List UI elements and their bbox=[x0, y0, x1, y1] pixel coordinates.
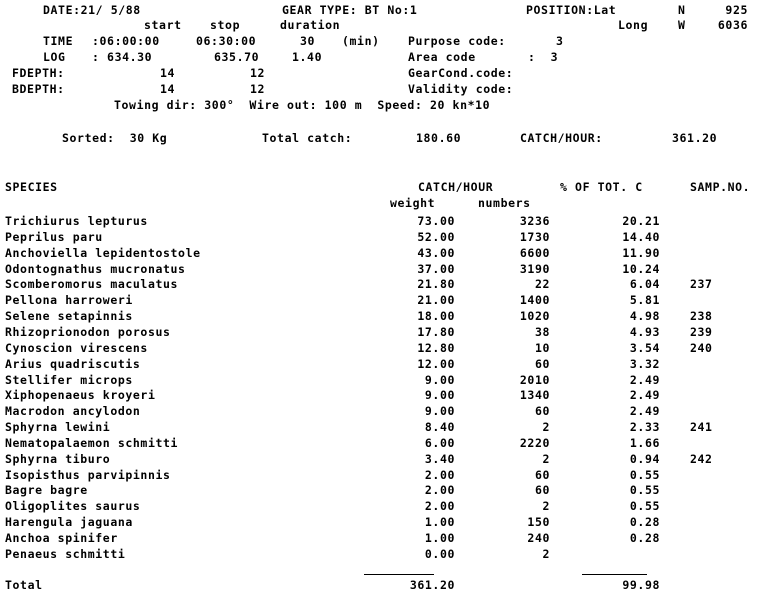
species-name: Scomberomorus maculatus bbox=[5, 277, 179, 291]
purpose-code-value: 3 bbox=[556, 34, 564, 48]
weight-cell: 3.40 bbox=[424, 452, 455, 466]
pct-cell: 0.28 bbox=[629, 515, 660, 529]
towing-info: Towing dir: 300° Wire out: 100 m Speed: 20 kn*10 bbox=[114, 98, 491, 112]
weight-cell: 12.00 bbox=[417, 357, 455, 371]
log-label: LOG bbox=[43, 50, 66, 64]
header-sample-no: SAMP.NO. bbox=[690, 180, 751, 194]
col-stop: stop bbox=[210, 18, 241, 32]
pct-cell: 11.90 bbox=[622, 246, 660, 260]
weight-cell: 2.00 bbox=[424, 499, 455, 513]
numbers-cell: 60 bbox=[534, 357, 550, 371]
numbers-cell: 2 bbox=[542, 499, 550, 513]
col-start: start bbox=[144, 18, 182, 32]
pct-cell: 3.32 bbox=[629, 357, 660, 371]
pct-cell: 2.49 bbox=[629, 404, 660, 418]
sample-cell: 237 bbox=[690, 277, 713, 291]
pct-cell: 10.24 bbox=[622, 262, 660, 276]
sample-cell: 238 bbox=[690, 309, 713, 323]
position-label: POSITION:Lat bbox=[526, 3, 617, 17]
numbers-cell: 2220 bbox=[519, 436, 550, 450]
pct-cell: 14.40 bbox=[622, 230, 660, 244]
pct-cell: 20.21 bbox=[622, 214, 660, 228]
sample-cell: 239 bbox=[690, 325, 713, 339]
weight-cell: 43.00 bbox=[417, 246, 455, 260]
total-catch-value: 180.60 bbox=[416, 131, 462, 145]
purpose-code-label: Purpose code: bbox=[408, 34, 506, 48]
weight-cell: 21.00 bbox=[417, 293, 455, 307]
numbers-cell: 10 bbox=[534, 341, 550, 355]
time-start: :06:00:00 bbox=[92, 34, 160, 48]
numbers-cell: 60 bbox=[534, 483, 550, 497]
total-pct: 99.98 bbox=[622, 578, 660, 592]
weight-cell: 9.00 bbox=[424, 388, 455, 402]
weight-total-rule bbox=[364, 574, 434, 575]
total-weight: 361.20 bbox=[409, 578, 455, 592]
species-name: Selene setapinnis bbox=[5, 309, 133, 323]
pct-cell: 6.04 bbox=[629, 277, 660, 291]
weight-cell: 52.00 bbox=[417, 230, 455, 244]
numbers-cell: 150 bbox=[527, 515, 550, 529]
fdepth-start: 14 bbox=[160, 66, 176, 80]
species-name: Cynoscion virescens bbox=[5, 341, 148, 355]
gearcond-label: GearCond.code: bbox=[408, 66, 514, 80]
weight-cell: 6.00 bbox=[424, 436, 455, 450]
catch-hour-label: CATCH/HOUR: bbox=[520, 131, 603, 145]
pct-cell: 0.55 bbox=[629, 468, 660, 482]
gear-type: GEAR TYPE: BT No:1 bbox=[282, 3, 418, 17]
species-name: Anchoviella lepidentostole bbox=[5, 246, 201, 260]
weight-cell: 73.00 bbox=[417, 214, 455, 228]
species-name: Anchoa spinifer bbox=[5, 531, 118, 545]
numbers-cell: 3236 bbox=[519, 214, 550, 228]
weight-cell: 21.80 bbox=[417, 277, 455, 291]
weight-cell: 0.00 bbox=[424, 547, 455, 561]
header-catch-hour: CATCH/HOUR bbox=[418, 180, 494, 194]
sample-cell: 242 bbox=[690, 452, 713, 466]
header-numbers: numbers bbox=[478, 196, 531, 210]
time-unit: (min) bbox=[342, 34, 380, 48]
weight-cell: 17.80 bbox=[417, 325, 455, 339]
species-name: Pellona harroweri bbox=[5, 293, 133, 307]
weight-cell: 2.00 bbox=[424, 483, 455, 497]
date: DATE:21/ 5/88 bbox=[43, 3, 141, 17]
weight-cell: 9.00 bbox=[424, 373, 455, 387]
time-duration: 30 bbox=[300, 34, 316, 48]
numbers-cell: 60 bbox=[534, 468, 550, 482]
col-duration: duration bbox=[280, 18, 341, 32]
pct-cell: 4.98 bbox=[629, 309, 660, 323]
species-name: Isopisthus parvipinnis bbox=[5, 468, 171, 482]
species-name: Rhizoprionodon porosus bbox=[5, 325, 171, 339]
weight-cell: 1.00 bbox=[424, 515, 455, 529]
pct-total-rule bbox=[582, 574, 647, 575]
pct-cell: 0.28 bbox=[629, 531, 660, 545]
total-label: Total bbox=[5, 578, 43, 592]
species-name: Arius quadriscutis bbox=[5, 357, 141, 371]
lat-dir: N bbox=[678, 3, 686, 17]
numbers-cell: 2 bbox=[542, 547, 550, 561]
weight-cell: 1.00 bbox=[424, 531, 455, 545]
species-name: Trichiurus lepturus bbox=[5, 214, 148, 228]
pct-cell: 2.49 bbox=[629, 373, 660, 387]
validity-label: Validity code: bbox=[408, 82, 514, 96]
log-start: : 634.30 bbox=[92, 50, 153, 64]
time-stop: 06:30:00 bbox=[196, 34, 257, 48]
pct-cell: 1.66 bbox=[629, 436, 660, 450]
pct-cell: 2.33 bbox=[629, 420, 660, 434]
species-name: Macrodon ancylodon bbox=[5, 404, 141, 418]
species-name: Harengula jaguana bbox=[5, 515, 133, 529]
pct-cell: 3.54 bbox=[629, 341, 660, 355]
species-name: Sphyrna lewini bbox=[5, 420, 111, 434]
header-species: SPECIES bbox=[5, 180, 58, 194]
numbers-cell: 1400 bbox=[519, 293, 550, 307]
species-name: Xiphopenaeus kroyeri bbox=[5, 388, 156, 402]
weight-cell: 9.00 bbox=[424, 404, 455, 418]
pct-cell: 0.94 bbox=[629, 452, 660, 466]
bdepth-label: BDEPTH: bbox=[12, 82, 65, 96]
sorted: Sorted: 30 Kg bbox=[62, 131, 168, 145]
catch-hour-value: 361.20 bbox=[672, 131, 718, 145]
pct-cell: 2.49 bbox=[629, 388, 660, 402]
numbers-cell: 2 bbox=[542, 452, 550, 466]
log-duration: 1.40 bbox=[292, 50, 323, 64]
species-name: Bagre bagre bbox=[5, 483, 88, 497]
header-pct-total: % OF TOT. C bbox=[560, 180, 643, 194]
numbers-cell: 38 bbox=[534, 325, 550, 339]
numbers-cell: 60 bbox=[534, 404, 550, 418]
pct-cell: 0.55 bbox=[629, 483, 660, 497]
weight-cell: 2.00 bbox=[424, 468, 455, 482]
numbers-cell: 22 bbox=[534, 277, 550, 291]
species-name: Nematopalaemon schmitti bbox=[5, 436, 179, 450]
total-catch-label: Total catch: bbox=[262, 131, 353, 145]
weight-cell: 12.80 bbox=[417, 341, 455, 355]
bdepth-stop: 12 bbox=[250, 82, 266, 96]
numbers-cell: 240 bbox=[527, 531, 550, 545]
species-name: Oligoplites saurus bbox=[5, 499, 141, 513]
numbers-cell: 1730 bbox=[519, 230, 550, 244]
lat-value: 925 bbox=[725, 3, 748, 17]
numbers-cell: 2010 bbox=[519, 373, 550, 387]
numbers-cell: 6600 bbox=[519, 246, 550, 260]
species-name: Stellifer microps bbox=[5, 373, 133, 387]
numbers-cell: 1340 bbox=[519, 388, 550, 402]
sample-cell: 240 bbox=[690, 341, 713, 355]
time-label: TIME bbox=[43, 34, 74, 48]
area-code-value: : 3 bbox=[528, 50, 559, 64]
numbers-cell: 3190 bbox=[519, 262, 550, 276]
species-name: Peprilus paru bbox=[5, 230, 103, 244]
log-stop: 635.70 bbox=[214, 50, 260, 64]
header-weight: weight bbox=[390, 196, 436, 210]
long-value: 6036 bbox=[717, 18, 748, 32]
pct-cell: 5.81 bbox=[629, 293, 660, 307]
long-dir: W bbox=[678, 18, 686, 32]
weight-cell: 18.00 bbox=[417, 309, 455, 323]
weight-cell: 8.40 bbox=[424, 420, 455, 434]
long-label: Long bbox=[618, 18, 649, 32]
species-name: Penaeus schmitti bbox=[5, 547, 126, 561]
fdepth-stop: 12 bbox=[250, 66, 266, 80]
species-name: Sphyrna tiburo bbox=[5, 452, 111, 466]
fdepth-label: FDEPTH: bbox=[12, 66, 65, 80]
pct-cell: 0.55 bbox=[629, 499, 660, 513]
area-code-label: Area code bbox=[408, 50, 476, 64]
sample-cell: 241 bbox=[690, 420, 713, 434]
species-name: Odontognathus mucronatus bbox=[5, 262, 186, 276]
numbers-cell: 1020 bbox=[519, 309, 550, 323]
pct-cell: 4.93 bbox=[629, 325, 660, 339]
weight-cell: 37.00 bbox=[417, 262, 455, 276]
numbers-cell: 2 bbox=[542, 420, 550, 434]
bdepth-start: 14 bbox=[160, 82, 176, 96]
